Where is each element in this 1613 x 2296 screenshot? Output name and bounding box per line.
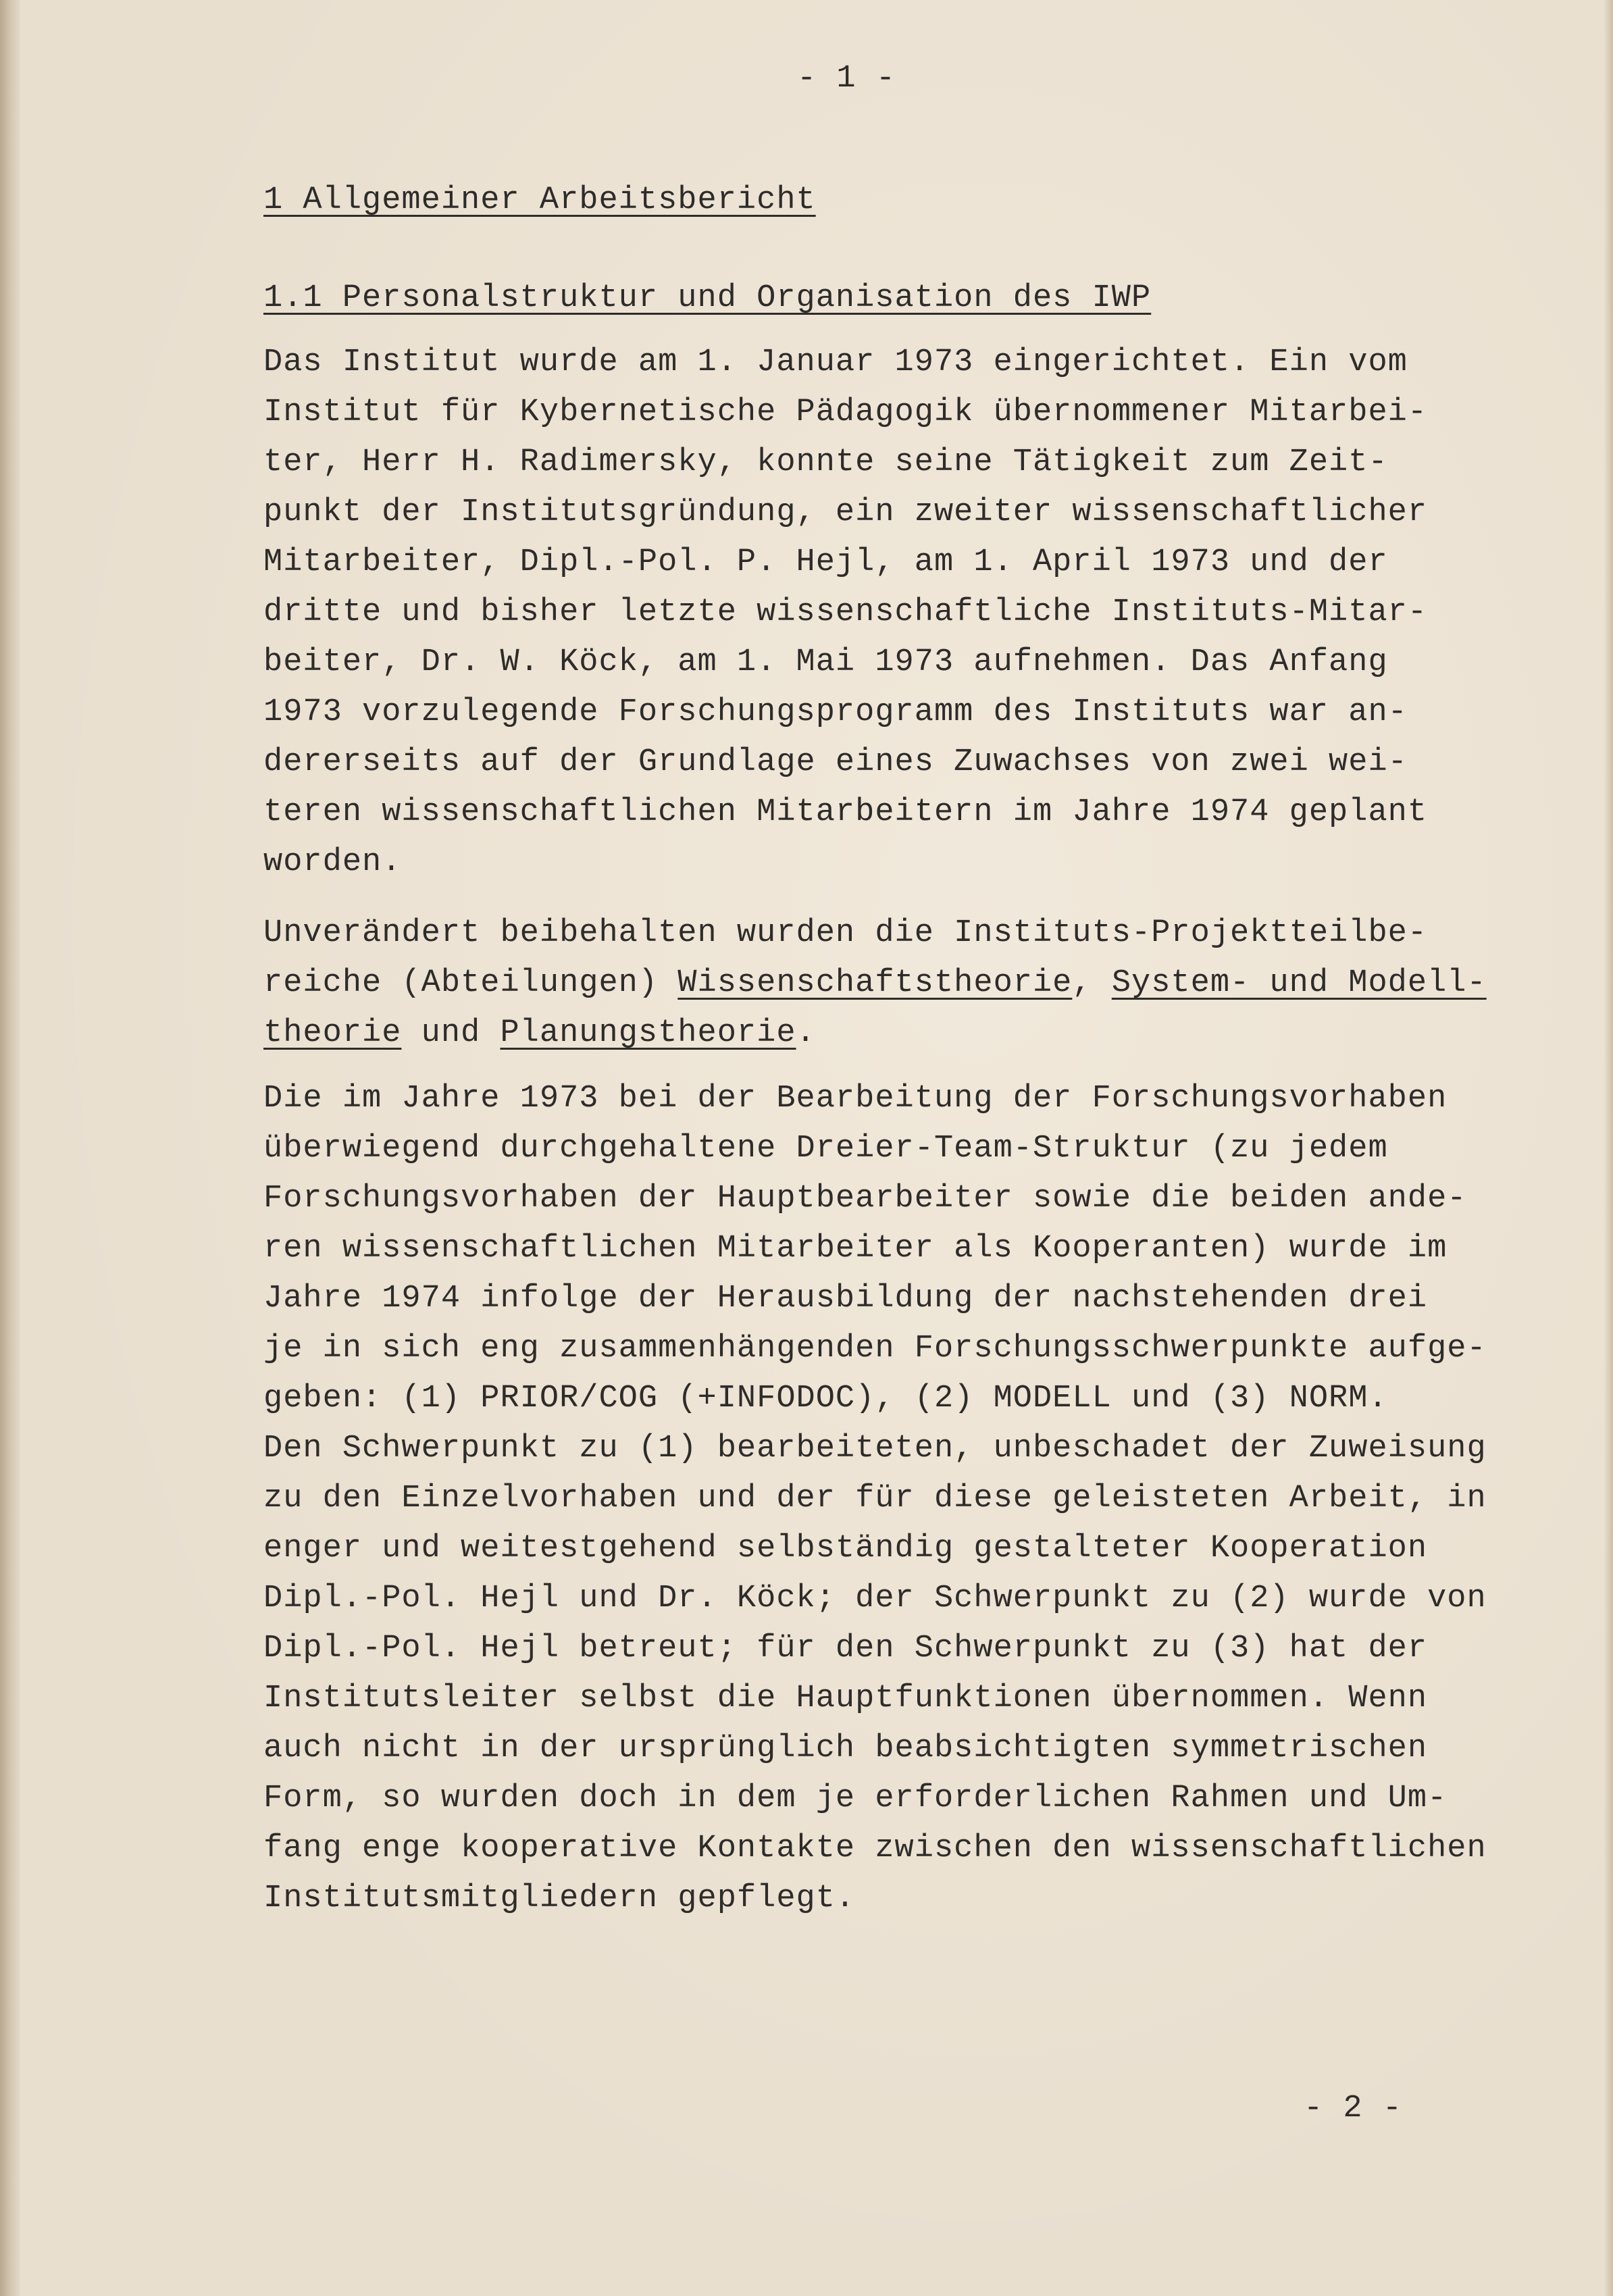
paragraph-departments	[263, 909, 1547, 1058]
text-line: Jahre 1974 infolge der Herausbildung der nachstehenden drei	[263, 1281, 1428, 1317]
text-fragment: .	[796, 1015, 816, 1051]
text-line: worden.	[263, 844, 402, 880]
text-line: fang enge kooperative Kontakte zwischen den wissenschaftlichen	[263, 1831, 1487, 1866]
department-system-modelltheorie: System- und Modell-	[1111, 965, 1487, 1001]
text-line: beiter, Dr. W. Köck, am 1. Mai 1973 aufnehmen. Das Anfang	[263, 644, 1388, 680]
department-planungstheorie: Planungstheorie	[500, 1015, 796, 1051]
text-line: dererseits auf der Grundlage eines Zuwachses von zwei wei-	[263, 744, 1408, 780]
text-line: Institutsleiter selbst die Hauptfunktionen übernommen. Wenn	[263, 1681, 1428, 1716]
text-line: Den Schwerpunkt zu (1) bearbeiteten, unbeschadet der Zuweisung	[263, 1431, 1487, 1466]
text-line: auch nicht in der ursprünglich beabsichtigten symmetrischen	[263, 1731, 1428, 1766]
text-line: überwiegend durchgehaltene Dreier-Team-Struktur (zu jedem	[263, 1131, 1388, 1167]
binding-edge	[0, 0, 20, 2296]
text-line: geben: (1) PRIOR/COG (+INFODOC), (2) MODELL und (3) NORM.	[263, 1381, 1388, 1417]
department-wissenschaftstheorie: Wissenschaftstheorie	[677, 965, 1073, 1001]
text-line: ter, Herr H. Radimersky, konnte seine Tätigkeit zum Zeit-	[263, 444, 1388, 480]
next-page-indicator: - 2 -	[1304, 2091, 1403, 2126]
page-number: - 1 -	[797, 61, 896, 97]
section-heading: 1 Allgemeiner Arbeitsbericht	[263, 182, 816, 218]
text-line: teren wissenschaftlichen Mitarbeitern im Jahre 1974 geplant	[263, 794, 1428, 830]
text-line: Unverändert beibehalten wurden die Instituts-Projektteilbe-	[263, 915, 1428, 951]
text-line: Forschungsvorhaben der Hauptbearbeiter sowie die beiden ande-	[263, 1181, 1467, 1217]
text-fragment: reiche (Abteilungen)	[263, 965, 678, 1001]
text-line: 1973 vorzulegende Forschungsprogramm des Instituts war an-	[263, 694, 1408, 730]
subsection-heading: 1.1 Personalstruktur und Organisation des IWP	[263, 280, 1152, 316]
page-edge-shadow	[1604, 0, 1613, 2296]
text-line: Mitarbeiter, Dipl.-Pol. P. Hejl, am 1. April 1973 und der	[263, 544, 1388, 580]
document-page	[20, 0, 1613, 2296]
text-line: dritte und bisher letzte wissenschaftliche Instituts-Mitar-	[263, 594, 1428, 630]
text-line: Institutsmitgliedern gepflegt.	[263, 1881, 856, 1916]
text-line: Die im Jahre 1973 bei der Bearbeitung der Forschungsvorhaben	[263, 1081, 1448, 1117]
text-fragment: ,	[1072, 965, 1112, 1001]
paragraph-staffing	[263, 338, 1547, 888]
text-line: enger und weitestgehend selbständig gestalteter Kooperation	[263, 1531, 1428, 1566]
text-fragment: und	[401, 1015, 501, 1051]
text-line: punkt der Institutsgründung, ein zweiter wissenschaftlicher	[263, 494, 1428, 530]
text-line: zu den Einzelvorhaben und der für diese geleisteten Arbeit, in	[263, 1481, 1487, 1516]
department-system-modelltheorie-cont: theorie	[263, 1015, 402, 1051]
text-line: je in sich eng zusammenhängenden Forschungsschwerpunkte aufge-	[263, 1331, 1487, 1367]
text-line	[263, 959, 1547, 1009]
text-line: Das Institut wurde am 1. Januar 1973 eingerichtet. Ein vom	[263, 345, 1408, 380]
text-line	[263, 1009, 1547, 1058]
paragraph-team-structure	[263, 1074, 1547, 1924]
text-line: Dipl.-Pol. Hejl betreut; für den Schwerpunkt zu (3) hat der	[263, 1631, 1428, 1666]
text-line: Form, so wurden doch in dem je erforderlichen Rahmen und Um-	[263, 1781, 1448, 1816]
text-line: ren wissenschaftlichen Mitarbeiter als Kooperanten) wurde im	[263, 1231, 1448, 1267]
text-line: Institut für Kybernetische Pädagogik übernommener Mitarbei-	[263, 394, 1428, 430]
text-line: Dipl.-Pol. Hejl und Dr. Köck; der Schwerpunkt zu (2) wurde von	[263, 1581, 1487, 1616]
